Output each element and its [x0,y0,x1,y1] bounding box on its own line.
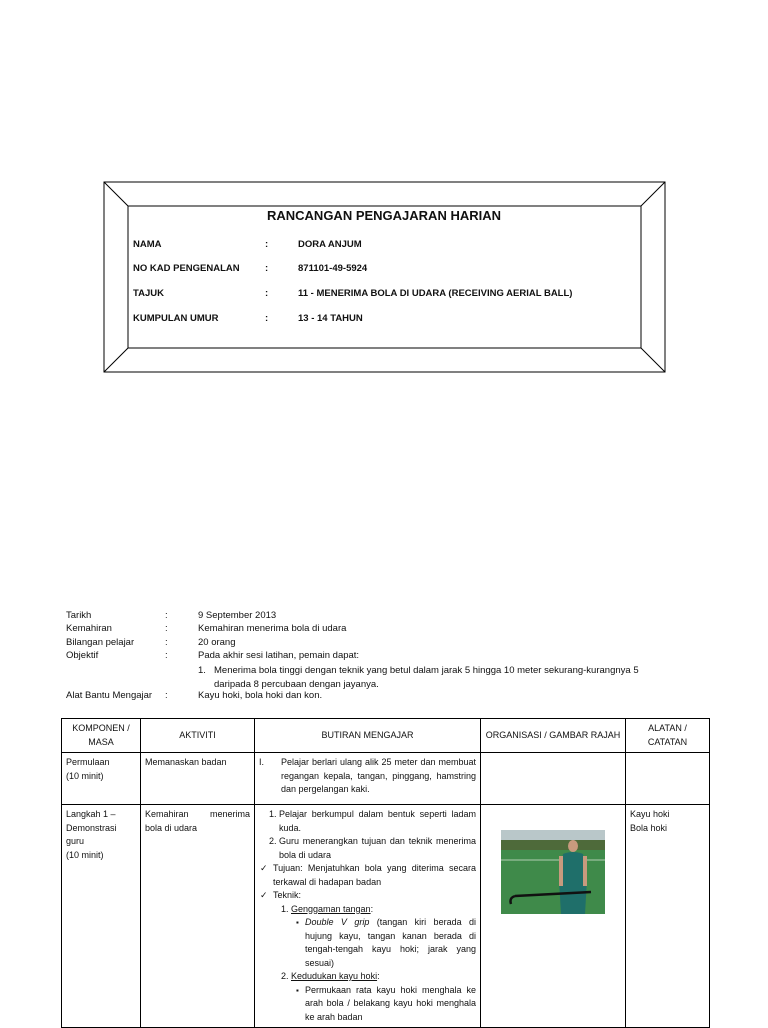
header-colon: : [265,263,269,274]
info-label: Alat Bantu Mengajar [66,690,153,701]
objective-number: 1. [198,665,206,676]
column-header: BUTIRAN MENGAJAR [255,719,481,753]
table-row [62,753,710,805]
grip-text: (tangan kiri berada di hujung kayu, tangan kanan berada di tengah-tengah kayu hoki; jarak yang sesuai) [305,917,476,968]
info-colon: : [165,610,168,621]
table-row [62,805,710,1028]
info-label: Bilangan pelajar [66,637,135,648]
header-label: NO KAD PENGENALAN [133,263,240,274]
header-value: 871101-49-5924 [298,263,368,274]
cell-alatan [626,805,710,1028]
info-value: Pada akhir sesi latihan, pemain dapat: [198,650,360,661]
header-label: NAMA [133,239,162,250]
info-colon: : [165,650,168,661]
teknik-label: Teknik: [273,890,302,900]
header-value: DORA ANJUM [298,239,362,250]
info-colon: : [165,637,168,648]
list-item: 1. Pelajar berkumpul dalam bentuk seperti ladam kuda. [279,808,476,835]
list-item: ▪ Permukaan rata kayu hoki menghala ke arah bola / belakang kayu hoki menghala ke arah badan [305,984,476,1025]
cell-aktiviti: Memanaskan badan [141,753,255,805]
column-header: ORGANISASI / GAMBAR RAJAH [481,719,626,753]
sub-title: Kedudukan kayu hoki [291,971,378,981]
list-item [305,916,476,970]
komponen-masa: (10 minit) [66,849,104,860]
cell-komponen [62,753,141,805]
komponen-name: Langkah 1 – Demonstrasi guru [66,809,117,846]
list-item: ✓ Tujuan: Menjatuhkan bola yang diterima secara terkawal di hadapan badan [273,862,476,889]
cell-butiran [255,753,481,805]
info-colon: : [165,690,168,701]
alatan-item: Bola hoki [630,822,668,833]
table-header-row [62,719,710,753]
list-item [291,903,476,971]
info-value: Kemahiran menerima bola di udara [198,623,347,634]
cell-butiran [255,805,481,1028]
grip-name: Double V grip [305,917,370,927]
column-header: ALATAN / CATATAN [626,719,710,753]
cell-alatan [626,753,710,805]
sub-colon: : [370,903,374,914]
lesson-plan-table [61,718,710,1028]
cell-organisasi [481,805,626,1028]
komponen-masa: (10 minit) [66,770,104,781]
page-title: RANCANGAN PENGAJARAN HARIAN [266,208,501,223]
column-header: KOMPONEN / MASA [62,719,141,753]
header-value: 13 - 14 TAHUN [298,313,363,324]
komponen-name: Permulaan [66,757,110,767]
butiran-text: Pelajar berlari ulang alik 25 meter dan membuat regangan kepala, tangan, pinggang, hamstring dan pergelangan kaki. [281,757,476,794]
info-colon: : [165,623,168,634]
alatan-item: Kayu hoki [630,809,670,819]
cell-komponen [62,805,141,1028]
header-value: 11 - MENERIMA BOLA DI UDARA (RECEIVING AERIAL BALL) [298,288,573,299]
cell-aktiviti: Kemahiran menerima bola di udara [141,805,255,1028]
list-item [273,889,476,1024]
objective-text: Menerima bola tinggi dengan teknik yang betul dalam jarak 5 hingga 10 meter sekurang-kurangnya 5 daripada 8 percubaan dengan jayanya. [214,665,639,690]
header-colon: : [265,239,269,250]
roman-numeral: I. [259,757,265,767]
sub-title: Genggaman tangan [291,903,371,914]
player-photo [501,830,605,914]
info-label: Kemahiran [66,623,112,634]
header-label: KUMPULAN UMUR [133,313,219,324]
list-item [291,970,476,1024]
info-label: Objektif [66,650,99,661]
info-label: Tarikh [66,610,92,621]
info-value: 20 orang [198,637,236,648]
header-colon: : [265,288,269,299]
header-colon: : [265,313,269,324]
cell-organisasi [481,753,626,805]
objective-item [198,664,668,691]
sub-colon: : [377,971,380,981]
info-value: 9 September 2013 [198,610,277,621]
list-item: 2. Guru menerangkan tujuan dan teknik menerima bola di udara [279,835,476,862]
column-header: AKTIVITI [141,719,255,753]
info-value: Kayu hoki, bola hoki dan kon. [198,690,323,701]
header-label: TAJUK [133,288,164,299]
